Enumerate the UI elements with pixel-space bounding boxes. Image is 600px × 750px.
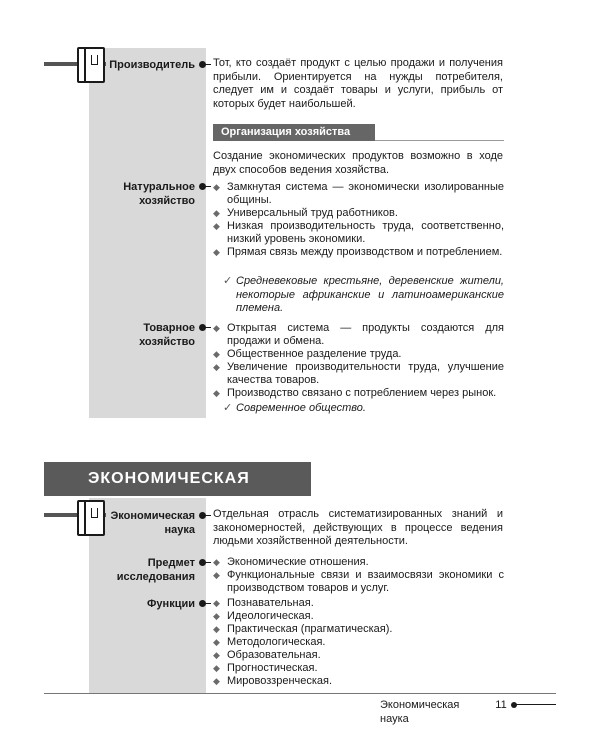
list-item: ◆ Функциональные связи и взаимосвязи экономики с производством товаров и услуг. [213,569,504,594]
diamond-bullet-icon: ◆ [213,570,220,580]
term-column-background [89,48,206,418]
commodity-economy-list [213,322,504,400]
economy-intro: Создание экономических продуктов возможно в ходе двух способов ведения хозяйства. [213,150,503,176]
list-item: ◆ Увеличение производительности труда, улучшение качества товаров. [213,361,504,386]
term-line: хозяйство [139,336,195,348]
section-banner-title: ЭКОНОМИЧЕСКАЯ [88,470,250,487]
check-mark-icon: ✓ [223,275,233,287]
section-banner [44,462,311,496]
list-item: ◆ Производство связано с потреблением через рынок. [213,387,497,399]
diamond-bullet-icon: ◆ [213,182,220,192]
list-item: ◆ Универсальный труд работников. [213,207,398,219]
term-line: Предмет [147,557,195,569]
diamond-bullet-icon: ◆ [213,221,220,231]
term-connector-line [203,327,211,328]
term-line: наука [164,524,195,536]
list-item: ◆ Мировоззренческая. [213,675,333,687]
term-subject-of-research [100,556,195,584]
term-functions: Функции [147,598,195,610]
term-line: Натуральное [123,181,195,193]
diamond-bullet-icon: ◆ [213,676,220,686]
footer-dot [511,702,517,708]
footer-line [516,704,556,705]
term-connector-line [203,186,211,187]
subject-list [213,556,504,595]
term-connector-line [203,562,211,563]
term-natural-economy [100,180,195,208]
diamond-bullet-icon: ◆ [213,388,220,398]
term-connector-line [203,603,211,604]
term-connector-line [203,515,211,516]
diamond-bullet-icon: ◆ [213,208,220,218]
term-line: Товарное [143,322,195,334]
list-item: ◆ Практическая (прагматическая). [213,623,393,635]
page-number: 11 [495,699,507,711]
list-item: ◆ Прямая связь между производством и потреблением. [213,246,503,258]
term-producer: Производитель [109,59,195,71]
list-item: ◆ Методологическая. [213,636,326,648]
list-item: ◆ Общественное разделение труда. [213,348,402,360]
subhead-economy-organization: Организация хозяйства [213,124,375,141]
term-economic-science [100,509,195,537]
footer-rule [44,693,556,694]
list-item: ◆ Идеологическая. [213,610,314,622]
term-commodity-economy [100,321,195,349]
diamond-bullet-icon: ◆ [213,247,220,257]
list-item: ◆ Образовательная. [213,649,321,661]
term-line: хозяйство [139,195,195,207]
list-item: ◆ Открытая система — продукты создаются для продажи и обмена. [213,322,504,347]
natural-economy-example: ✓ Средневековые крестьяне, деревенские жители, некоторые африканские и латиноамериканские племена. [223,275,504,314]
natural-economy-list [213,181,504,259]
diamond-bullet-icon: ◆ [213,362,220,372]
term-connector-line [203,64,211,65]
functions-list [213,597,504,688]
diamond-bullet-icon: ◆ [213,557,220,567]
diamond-bullet-icon: ◆ [213,611,220,621]
diamond-bullet-icon: ◆ [213,323,220,333]
term-line: Экономическая [110,510,195,522]
economic-science-definition: Отдельная отрасль систематизированных знаний и закономерностей, действующих в процессе ведения людьми хозяйственной деятельности. [213,508,503,547]
producer-definition: Тот, кто создаёт продукт с целью продажи и получения прибыли. Ориентируется на нужды потребителя, следует им и создаёт товары и услуги, прибыль от которых будет наибольшей. [213,57,503,110]
list-item: ◆ Низкая производительность труда, соответственно, низкий уровень экономики. [213,220,504,245]
diamond-bullet-icon: ◆ [213,663,220,673]
diamond-bullet-icon: ◆ [213,650,220,660]
footer-running-title: Экономическая наука [380,699,460,725]
list-item: ◆ Экономические отношения. [213,556,369,568]
commodity-economy-example: ✓ Современное общество. [223,402,366,414]
list-item: ◆ Прогностическая. [213,662,318,674]
check-mark-icon: ✓ [223,402,233,414]
list-item: ◆ Замкнутая система — экономически изолированные общины. [213,181,504,206]
term-line: исследования [116,571,195,583]
list-item: ◆ Познавательная. [213,597,314,609]
diamond-bullet-icon: ◆ [213,598,220,608]
diamond-bullet-icon: ◆ [213,624,220,634]
diamond-bullet-icon: ◆ [213,637,220,647]
diamond-bullet-icon: ◆ [213,349,220,359]
